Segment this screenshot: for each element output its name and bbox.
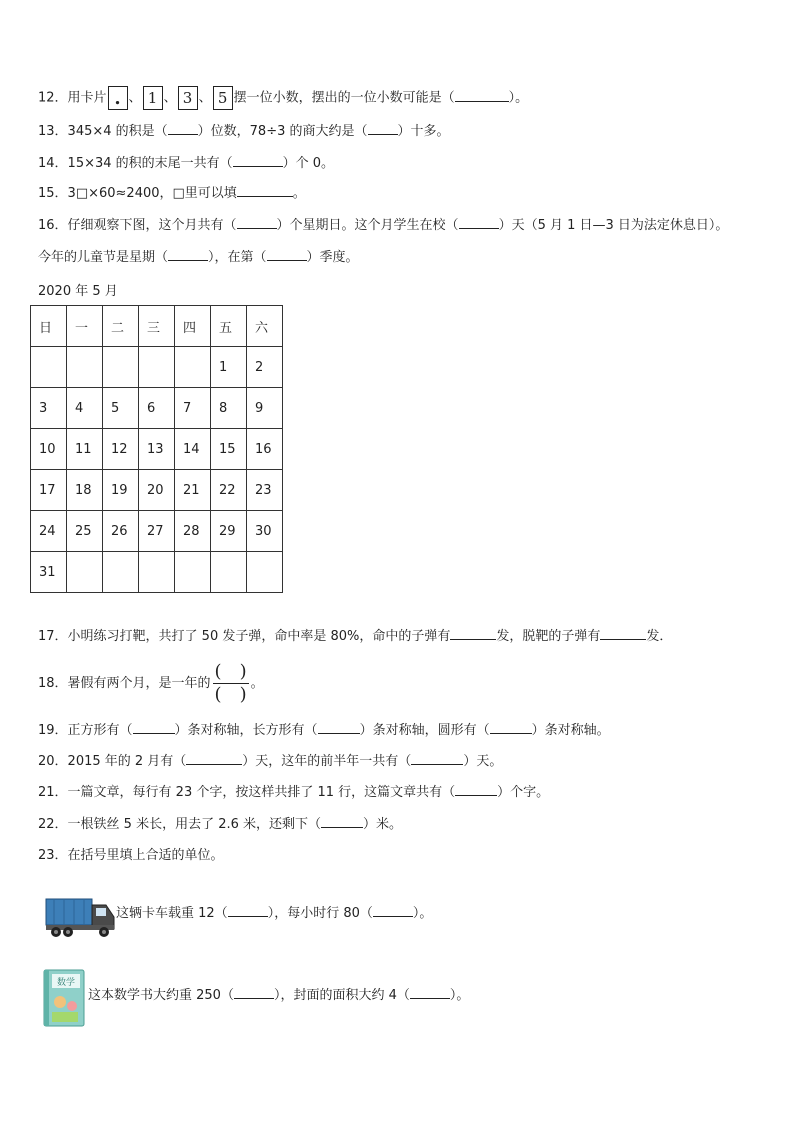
question-23-truck: 这辆卡车载重 12（ ），每小时行 80（ ）。 (116, 906, 433, 921)
answer-blank[interactable] (490, 721, 532, 734)
calendar-day (31, 347, 67, 388)
calendar-day (103, 347, 139, 388)
calendar-week-row (31, 470, 283, 511)
weekday-header: 六 (247, 306, 283, 347)
calendar-day: 6 (139, 388, 175, 429)
calendar-day: 5 (103, 388, 139, 429)
calendar-day (139, 347, 175, 388)
answer-blank[interactable] (410, 986, 450, 999)
calendar-day: 15 (211, 429, 247, 470)
calendar-day: 27 (139, 511, 175, 552)
answer-blank[interactable] (373, 904, 413, 917)
calendar-week-row (31, 347, 283, 388)
answer-blank[interactable] (368, 122, 398, 135)
math-book-image (42, 968, 86, 1032)
calendar-day: 25 (67, 511, 103, 552)
card-3: 3 (178, 86, 198, 110)
weekday-header: 二 (103, 306, 139, 347)
question-13: 13．345×4 的积是（ ）位数，78÷3 的商大约是（ ）十多。 (38, 124, 450, 139)
question-23-title: 23．在括号里填上合适的单位。 (38, 848, 224, 863)
calendar-day: 17 (31, 470, 67, 511)
calendar-week-row (31, 429, 283, 470)
answer-blank[interactable] (168, 122, 198, 135)
calendar-day: 21 (175, 470, 211, 511)
calendar-day (67, 347, 103, 388)
calendar-day: 28 (175, 511, 211, 552)
answer-blank[interactable] (600, 627, 646, 640)
question-17: 17．小明练习打靶，共打了 50 发子弹，命中率是 80%，命中的子弹有 发，脱靶的子弹有 发． (38, 629, 673, 644)
calendar-day: 29 (211, 511, 247, 552)
answer-blank[interactable] (237, 216, 277, 229)
question-18: 18．暑假有两个月，是一年的 $\frac{( )}{( )}$ 。 (38, 661, 264, 705)
weekday-header: 五 (211, 306, 247, 347)
calendar-day (175, 347, 211, 388)
weekday-header: 日 (31, 306, 67, 347)
question-19: 19．正方形有（ ）条对称轴，长方形有（ ）条对称轴，圆形有（ ）条对称轴。 (38, 723, 610, 738)
calendar-day: 2 (247, 347, 283, 388)
question-20: 20．2015 年的 2 月有（ ）天，这年的前半年一共有（ ）天。 (38, 754, 503, 769)
calendar-day: 9 (247, 388, 283, 429)
question-14: 14．15×34 的积的末尾一共有（ ）个 0。 (38, 156, 335, 171)
card-5: 5 (213, 86, 233, 110)
calendar-day: 10 (31, 429, 67, 470)
calendar-day: 13 (139, 429, 175, 470)
calendar-day: 24 (31, 511, 67, 552)
book-cover-title: 数学 (56, 978, 76, 988)
weekday-header: 四 (175, 306, 211, 347)
truck-image (44, 889, 116, 945)
calendar-week-row (31, 511, 283, 552)
calendar-day: 1 (211, 347, 247, 388)
question-15: 15．3□×60≈2400，□里可以填 。 (38, 186, 306, 201)
answer-blank[interactable] (455, 783, 497, 796)
question-16-line-1: 16．仔细观察下图，这个月共有（ ）个星期日。这个月学生在校（ ）天（5 月 1 日—3 日为法定休息日）。 (38, 218, 729, 233)
calendar-table (30, 305, 283, 593)
calendar-day (175, 552, 211, 593)
question-21: 21．一篇文章，每行有 23 个字，按这样共排了 11 行，这篇文章共有（ ）个字。 (38, 785, 550, 800)
answer-blank[interactable] (267, 248, 307, 261)
question-12: 12．用卡片 . 、 1 、 3 、 5 摆一位小数，摆出的一位小数可能是（ ）。 (38, 88, 529, 109)
answer-blank[interactable] (321, 815, 363, 828)
calendar-day: 14 (175, 429, 211, 470)
calendar-week-row (31, 552, 283, 593)
calendar-day (247, 552, 283, 593)
calendar-day: 30 (247, 511, 283, 552)
calendar-day: 3 (31, 388, 67, 429)
calendar-title: 2020 年 5 月 (38, 284, 118, 299)
calendar-day (139, 552, 175, 593)
fraction-numerator: ( ) (214, 661, 247, 682)
weekday-header: 三 (139, 306, 175, 347)
calendar-header-row (31, 306, 283, 347)
answer-blank[interactable] (459, 216, 499, 229)
calendar-day: 12 (103, 429, 139, 470)
calendar-day: 16 (247, 429, 283, 470)
card-1: 1 (143, 86, 163, 110)
calendar-day (103, 552, 139, 593)
answer-blank[interactable] (318, 721, 360, 734)
question-23-book: 这本数学书大约重 250（ ），封面的面积大约 4（ ）。 (88, 988, 470, 1003)
answer-blank[interactable] (234, 986, 274, 999)
calendar-day: 26 (103, 511, 139, 552)
answer-blank[interactable] (133, 721, 175, 734)
calendar-day: 31 (31, 552, 67, 593)
calendar-day: 7 (175, 388, 211, 429)
answer-blank[interactable] (411, 752, 463, 765)
answer-blank[interactable] (450, 627, 496, 640)
fraction-denominator: ( ) (214, 684, 247, 705)
question-16-line-2: 今年的儿童节是星期（ ），在第（ ）季度。 (38, 250, 359, 265)
calendar-day: 18 (67, 470, 103, 511)
calendar-day: 23 (247, 470, 283, 511)
calendar-day: 22 (211, 470, 247, 511)
calendar-week-row (31, 388, 283, 429)
weekday-header: 一 (67, 306, 103, 347)
calendar-day: 11 (67, 429, 103, 470)
calendar-day (211, 552, 247, 593)
answer-blank[interactable] (455, 89, 509, 102)
answer-blank[interactable] (228, 904, 268, 917)
fraction-blank[interactable] (213, 661, 249, 706)
calendar-day: 8 (211, 388, 247, 429)
answer-blank[interactable] (237, 184, 293, 197)
calendar-day: 20 (139, 470, 175, 511)
answer-blank[interactable] (186, 752, 242, 765)
question-22: 22．一根铁丝 5 米长，用去了 2.6 米，还剩下（ ）米。 (38, 817, 403, 832)
answer-blank[interactable] (233, 154, 283, 167)
calendar-day: 4 (67, 388, 103, 429)
calendar-day (67, 552, 103, 593)
calendar-day: 19 (103, 470, 139, 511)
answer-blank[interactable] (168, 248, 208, 261)
card-dot: . (108, 86, 128, 110)
